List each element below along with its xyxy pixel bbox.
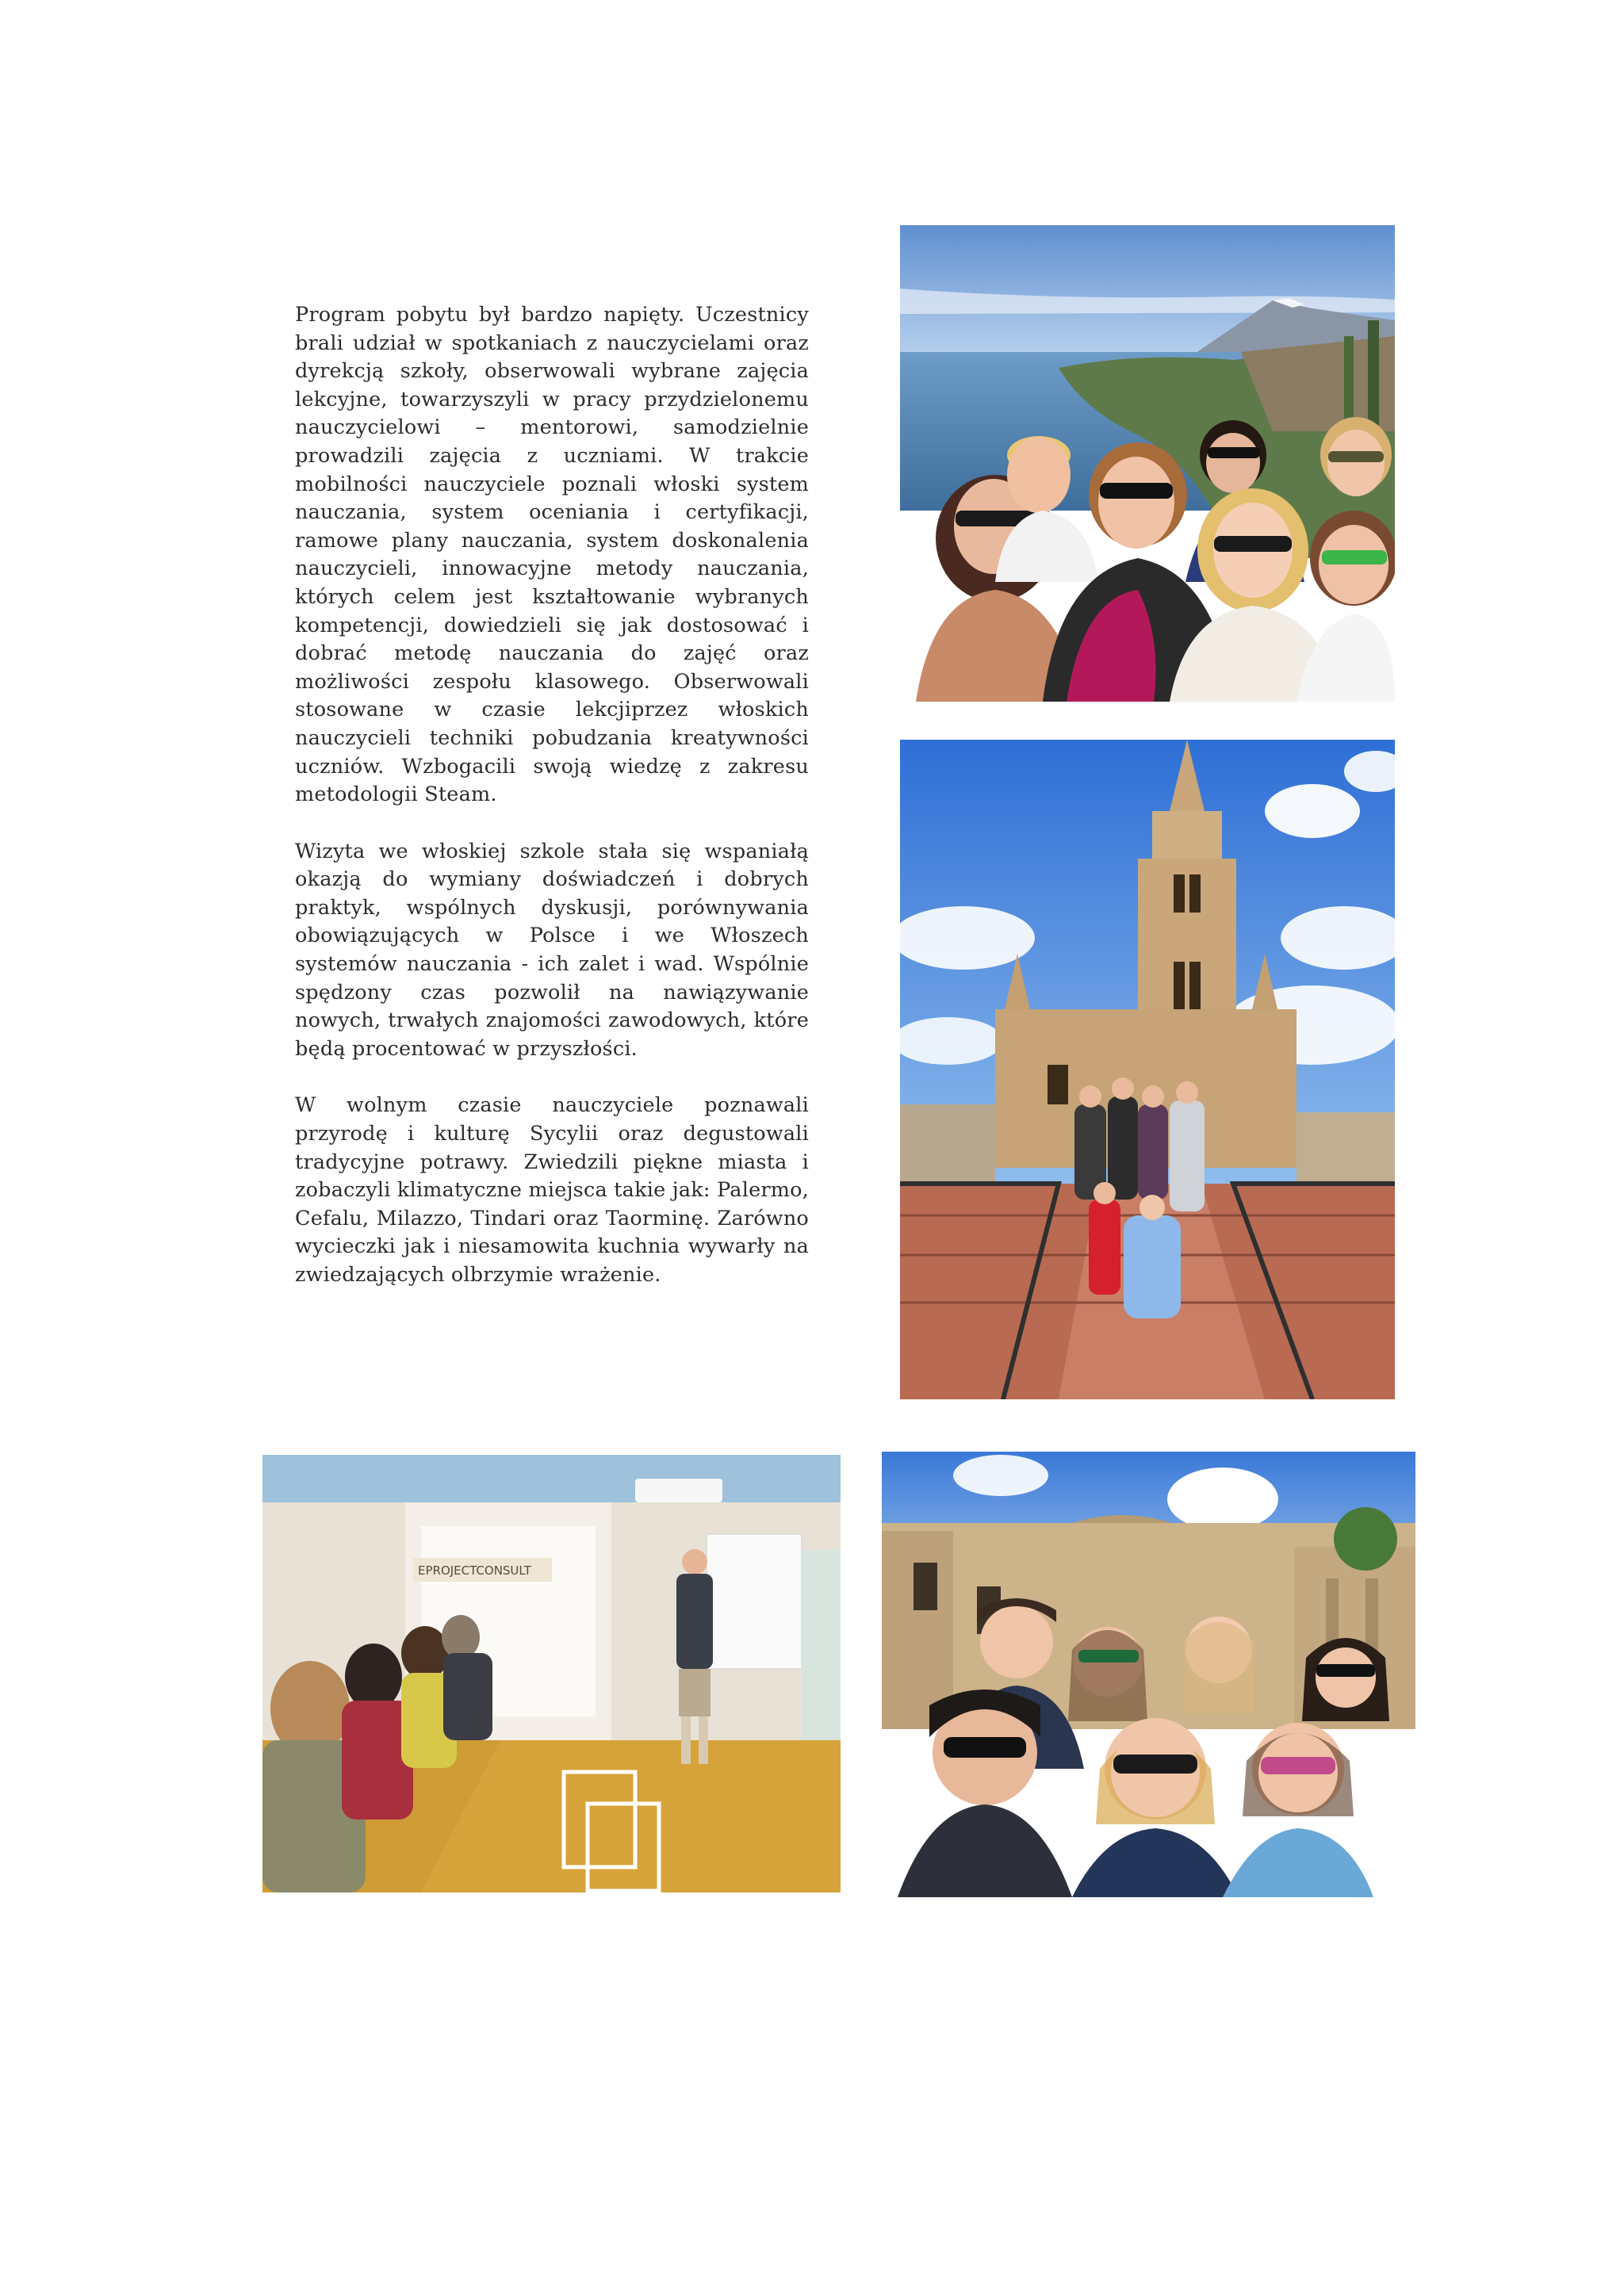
paragraph-program: Program pobytu był bardzo napięty. Uczestnicy brali udział w spotkaniach z nauczycielami oraz dyrekcją szkoły, obserwowali wybrane zajęcia lekcyjne, towarzyszyli w pracy przydzielonemu nauczycielowi – mentorowi, samodzielnie prowadzili zajęcia z uczniami. W trakcie mobilności nauczyciele poznali włoski system nauczania, system oceniania i certyfikacji, ramowe plany nauczania, system doskonalenia nauczycieli, innowacyjne metody nauczania, których celem jest kształtowanie wybranych kompetencji, dowiedzieli się jak dostosować i dobrać metodę nauczania do zajęć oraz możliwości zespołu klasowego. Obserwowali stosowane w czasie lekcjiprzez włoskich nauczycieli techniki pobudzania kreatywności uczniów. Wzbogacili swoją wiedzę z zakresu metodologii Steam.	[295, 303, 809, 807]
photo-cathedral-rooftop	[900, 740, 1395, 1399]
photo-classroom-presentation	[262, 1455, 841, 1892]
photo-group-selfie-taormina	[900, 225, 1395, 702]
classroom-wall-sign: EPROJECTCONSULT	[418, 1563, 531, 1578]
article-text	[295, 301, 809, 1318]
photo-group-selfie-theatre	[882, 1452, 1415, 1897]
paragraph-visit: Wizyta we włoskiej szkole stała się wspaniałą okazją do wymiany doświadczeń i dobrych praktyk, wspólnych dyskusji, porównywania obowiązujących w Polsce i we Włoszech systemów nauczania - ich zalet i wad. Wspólnie spędzony czas pozwolił na nawiązywanie nowych, trwałych znajomości zawodowych, które będą procentować w przyszłości.	[295, 839, 809, 1061]
paragraph-free-time: W wolnym czasie nauczyciele poznawali przyrodę i kulturę Sycylii oraz degustowali tradycyjne potrawy. Zwiedzili piękne miasta i zobaczyli klimatyczne miejsca takie jak: Palermo, Cefalu, Milazzo, Tindari oraz Taorminę. Zarówno wycieczki jak i niesamowita kuchnia wywarły na zwiedzających olbrzymie wrażenie.	[295, 1093, 809, 1287]
